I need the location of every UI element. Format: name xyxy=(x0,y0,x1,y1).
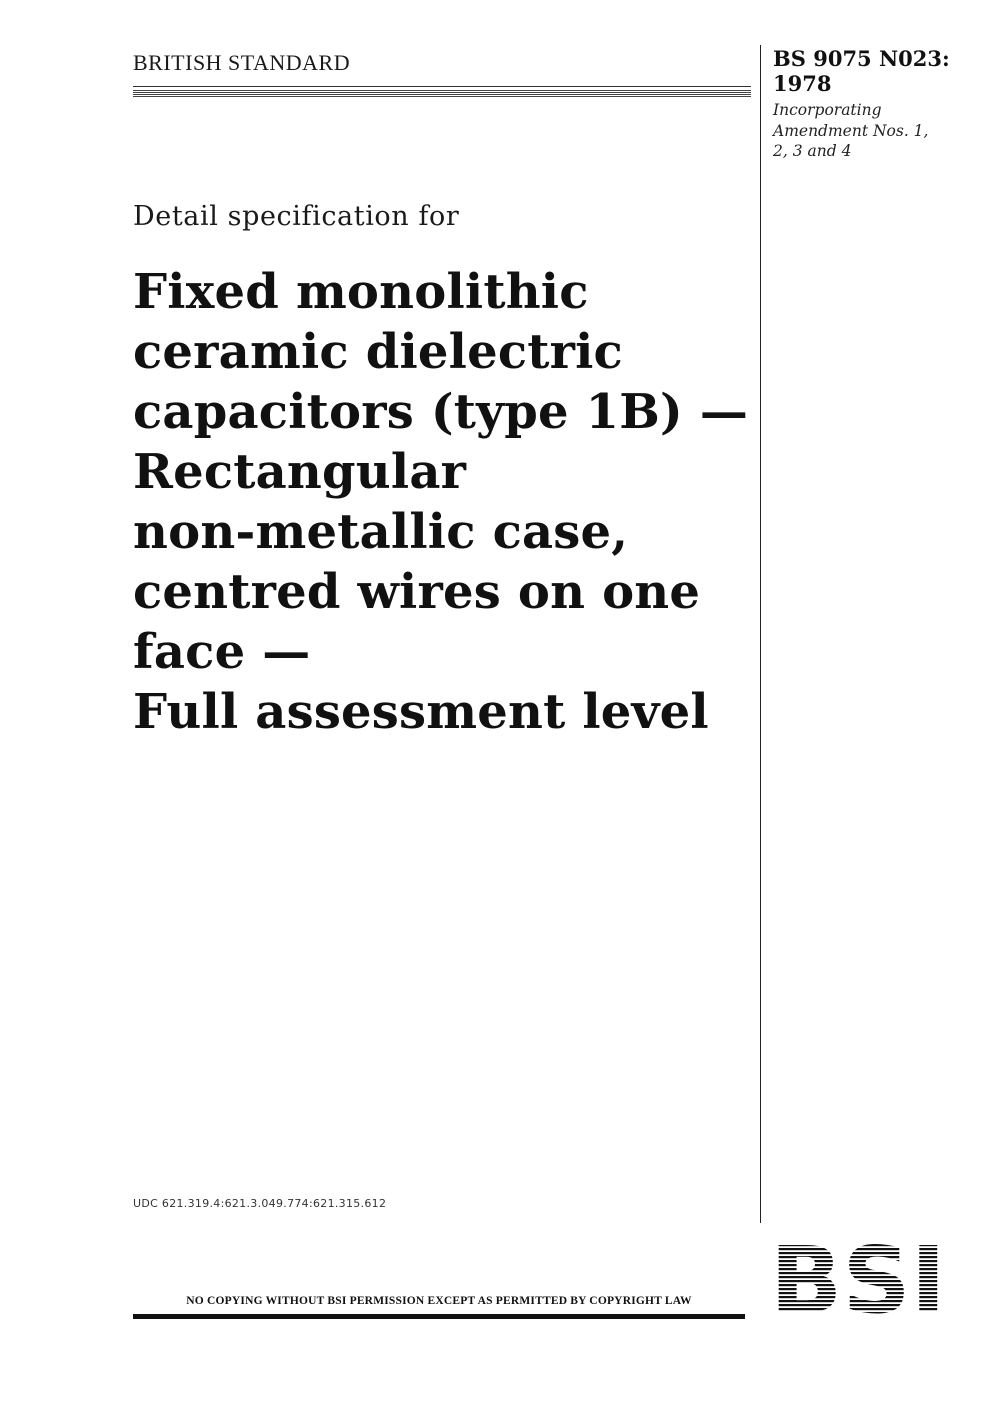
title-line: non-metallic case, xyxy=(133,504,629,560)
title-line: Full assessment level xyxy=(133,684,709,740)
header-rule-hatched xyxy=(133,90,751,98)
title-line: capacitors (type 1B) — xyxy=(133,384,749,440)
bsi-logo xyxy=(768,1240,948,1316)
header-rule xyxy=(133,86,751,98)
copyright-bar xyxy=(133,1292,745,1319)
standard-number-line2: 1978 xyxy=(773,71,832,96)
udc-classification: UDC 621.319.4:621.3.049.774:621.315.612 xyxy=(133,1197,387,1210)
title-line: Fixed monolithic xyxy=(133,264,589,320)
title-line: centred wires on one xyxy=(133,564,701,620)
title-line: ceramic dielectric xyxy=(133,324,623,380)
document-subtitle: Detail specification for xyxy=(133,201,460,232)
column-divider xyxy=(760,45,761,1223)
standard-number xyxy=(773,46,950,96)
title-line: Rectangular xyxy=(133,444,467,500)
copyright-rule xyxy=(133,1314,745,1319)
amendment-note: Incorporating Amendment Nos. 1, 2, 3 and 4 xyxy=(773,101,929,160)
document-title xyxy=(133,262,753,742)
copyright-notice: NO COPYING WITHOUT BSI PERMISSION EXCEPT AS PERMITTED BY COPYRIGHT LAW xyxy=(186,1295,692,1307)
header-rule-thin xyxy=(133,86,751,87)
standard-number-line1: BS 9075 N023: xyxy=(773,46,950,71)
series-label: BRITISH STANDARD xyxy=(133,50,351,75)
title-line: face — xyxy=(133,624,311,680)
